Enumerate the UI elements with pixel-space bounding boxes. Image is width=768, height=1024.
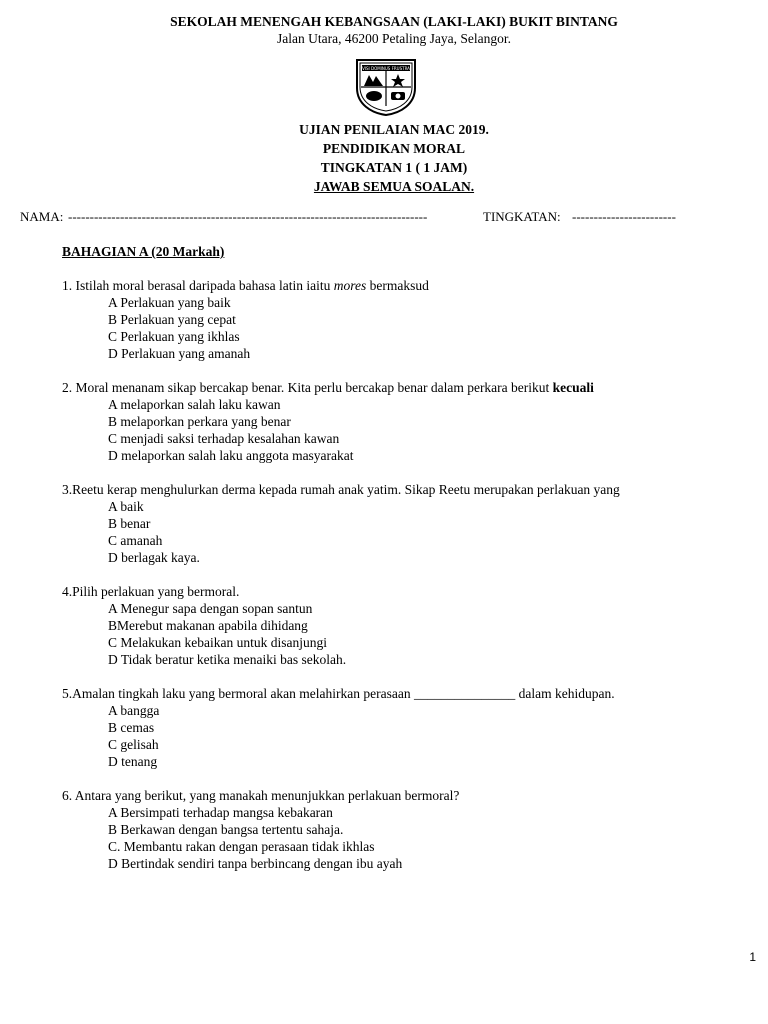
- question-5: [62, 685, 742, 770]
- option-b: B cemas: [108, 720, 155, 735]
- form-field[interactable]: ------------------------: [572, 209, 676, 224]
- option-a: A Perlakuan yang baik: [108, 295, 231, 310]
- option-b: B benar: [108, 516, 151, 531]
- option-b: BMerebut makanan apabila dihidang: [108, 618, 308, 633]
- school-name: SEKOLAH MENENGAH KEBANGSAAN (LAKI-LAKI) BUKIT BINTANG: [170, 14, 618, 29]
- form-label: TINGKATAN:: [483, 209, 561, 224]
- exam-info: [0, 120, 768, 196]
- italic-term: mores: [333, 278, 367, 293]
- option-a: A melaporkan salah laku kawan: [108, 397, 281, 412]
- question-stem: 2. Moral menanam sikap bercakap benar. Kita perlu bercakap benar dalam perkara berikut kecuali: [62, 380, 594, 395]
- option-d: D Tidak beratur ketika menaiki bas sekolah.: [108, 652, 347, 667]
- name-field[interactable]: -----------------------------------------------------------------------------------: [68, 209, 428, 224]
- question-list: [62, 277, 742, 889]
- question-stem: 3.Reetu kerap menghulurkan derma kepada rumah anak yatim. Sikap Reetu merupakan perlakuan yang: [62, 482, 620, 497]
- exam-form: TINGKATAN 1 ( 1 JAM): [320, 160, 468, 175]
- school-crest-icon: [355, 58, 417, 116]
- exam-instruction: JAWAB SEMUA SOALAN.: [313, 179, 475, 194]
- option-b: B Berkawan dengan bangsa tertentu sahaja.: [108, 822, 344, 837]
- question-6: [62, 787, 742, 872]
- page-number: 1: [749, 950, 756, 964]
- question-3: [62, 481, 742, 566]
- option-a: A baik: [108, 499, 144, 514]
- option-d: D tenang: [108, 754, 158, 769]
- bold-term: kecuali: [552, 380, 594, 395]
- option-c: C Melakukan kebaikan untuk disanjungi: [108, 635, 327, 650]
- question-stem: 6. Antara yang berikut, yang manakah menunjukkan perlakuan bermoral?: [62, 788, 460, 803]
- option-d: D Perlakuan yang amanah: [108, 346, 251, 361]
- section-title: BAHAGIAN A (20 Markah): [62, 244, 225, 259]
- option-d: D Bertindak sendiri tanpa berbincang dengan ibu ayah: [108, 856, 403, 871]
- option-b: B melaporkan perkara yang benar: [108, 414, 291, 429]
- option-c: C amanah: [108, 533, 163, 548]
- option-b: B Perlakuan yang cepat: [108, 312, 236, 327]
- option-d: D berlagak kaya.: [108, 550, 200, 565]
- option-a: A bangga: [108, 703, 160, 718]
- option-a: A Bersimpati terhadap mangsa kebakaran: [108, 805, 333, 820]
- question-stem: 5.Amalan tingkah laku yang bermoral akan melahirkan perasaan _______________ dalam kehidupan.: [62, 686, 615, 701]
- question-1: [62, 277, 742, 362]
- document-header: [0, 13, 768, 47]
- question-stem: 1. Istilah moral berasal daripada bahasa latin iaitu mores bermaksud: [62, 278, 429, 293]
- exam-subject: PENDIDIKAN MORAL: [322, 141, 466, 156]
- school-address: Jalan Utara, 46200 Petaling Jaya, Selangor.: [277, 31, 511, 46]
- question-2: [62, 379, 742, 464]
- exam-title: UJIAN PENILAIAN MAC 2019.: [299, 122, 489, 137]
- option-a: A Menegur sapa dengan sopan santun: [108, 601, 313, 616]
- question-4: [62, 583, 742, 668]
- option-c: C Perlakuan yang ikhlas: [108, 329, 240, 344]
- option-c: C gelisah: [108, 737, 159, 752]
- option-c: C menjadi saksi terhadap kesalahan kawan: [108, 431, 340, 446]
- crest-motto: VISI DOMINUS FRUSTRA: [362, 66, 410, 71]
- option-c: C. Membantu rakan dengan perasaan tidak ikhlas: [108, 839, 375, 854]
- option-d: D melaporkan salah laku anggota masyarakat: [108, 448, 354, 463]
- question-stem: 4.Pilih perlakuan yang bermoral.: [62, 584, 240, 599]
- name-label: NAMA:: [20, 209, 64, 224]
